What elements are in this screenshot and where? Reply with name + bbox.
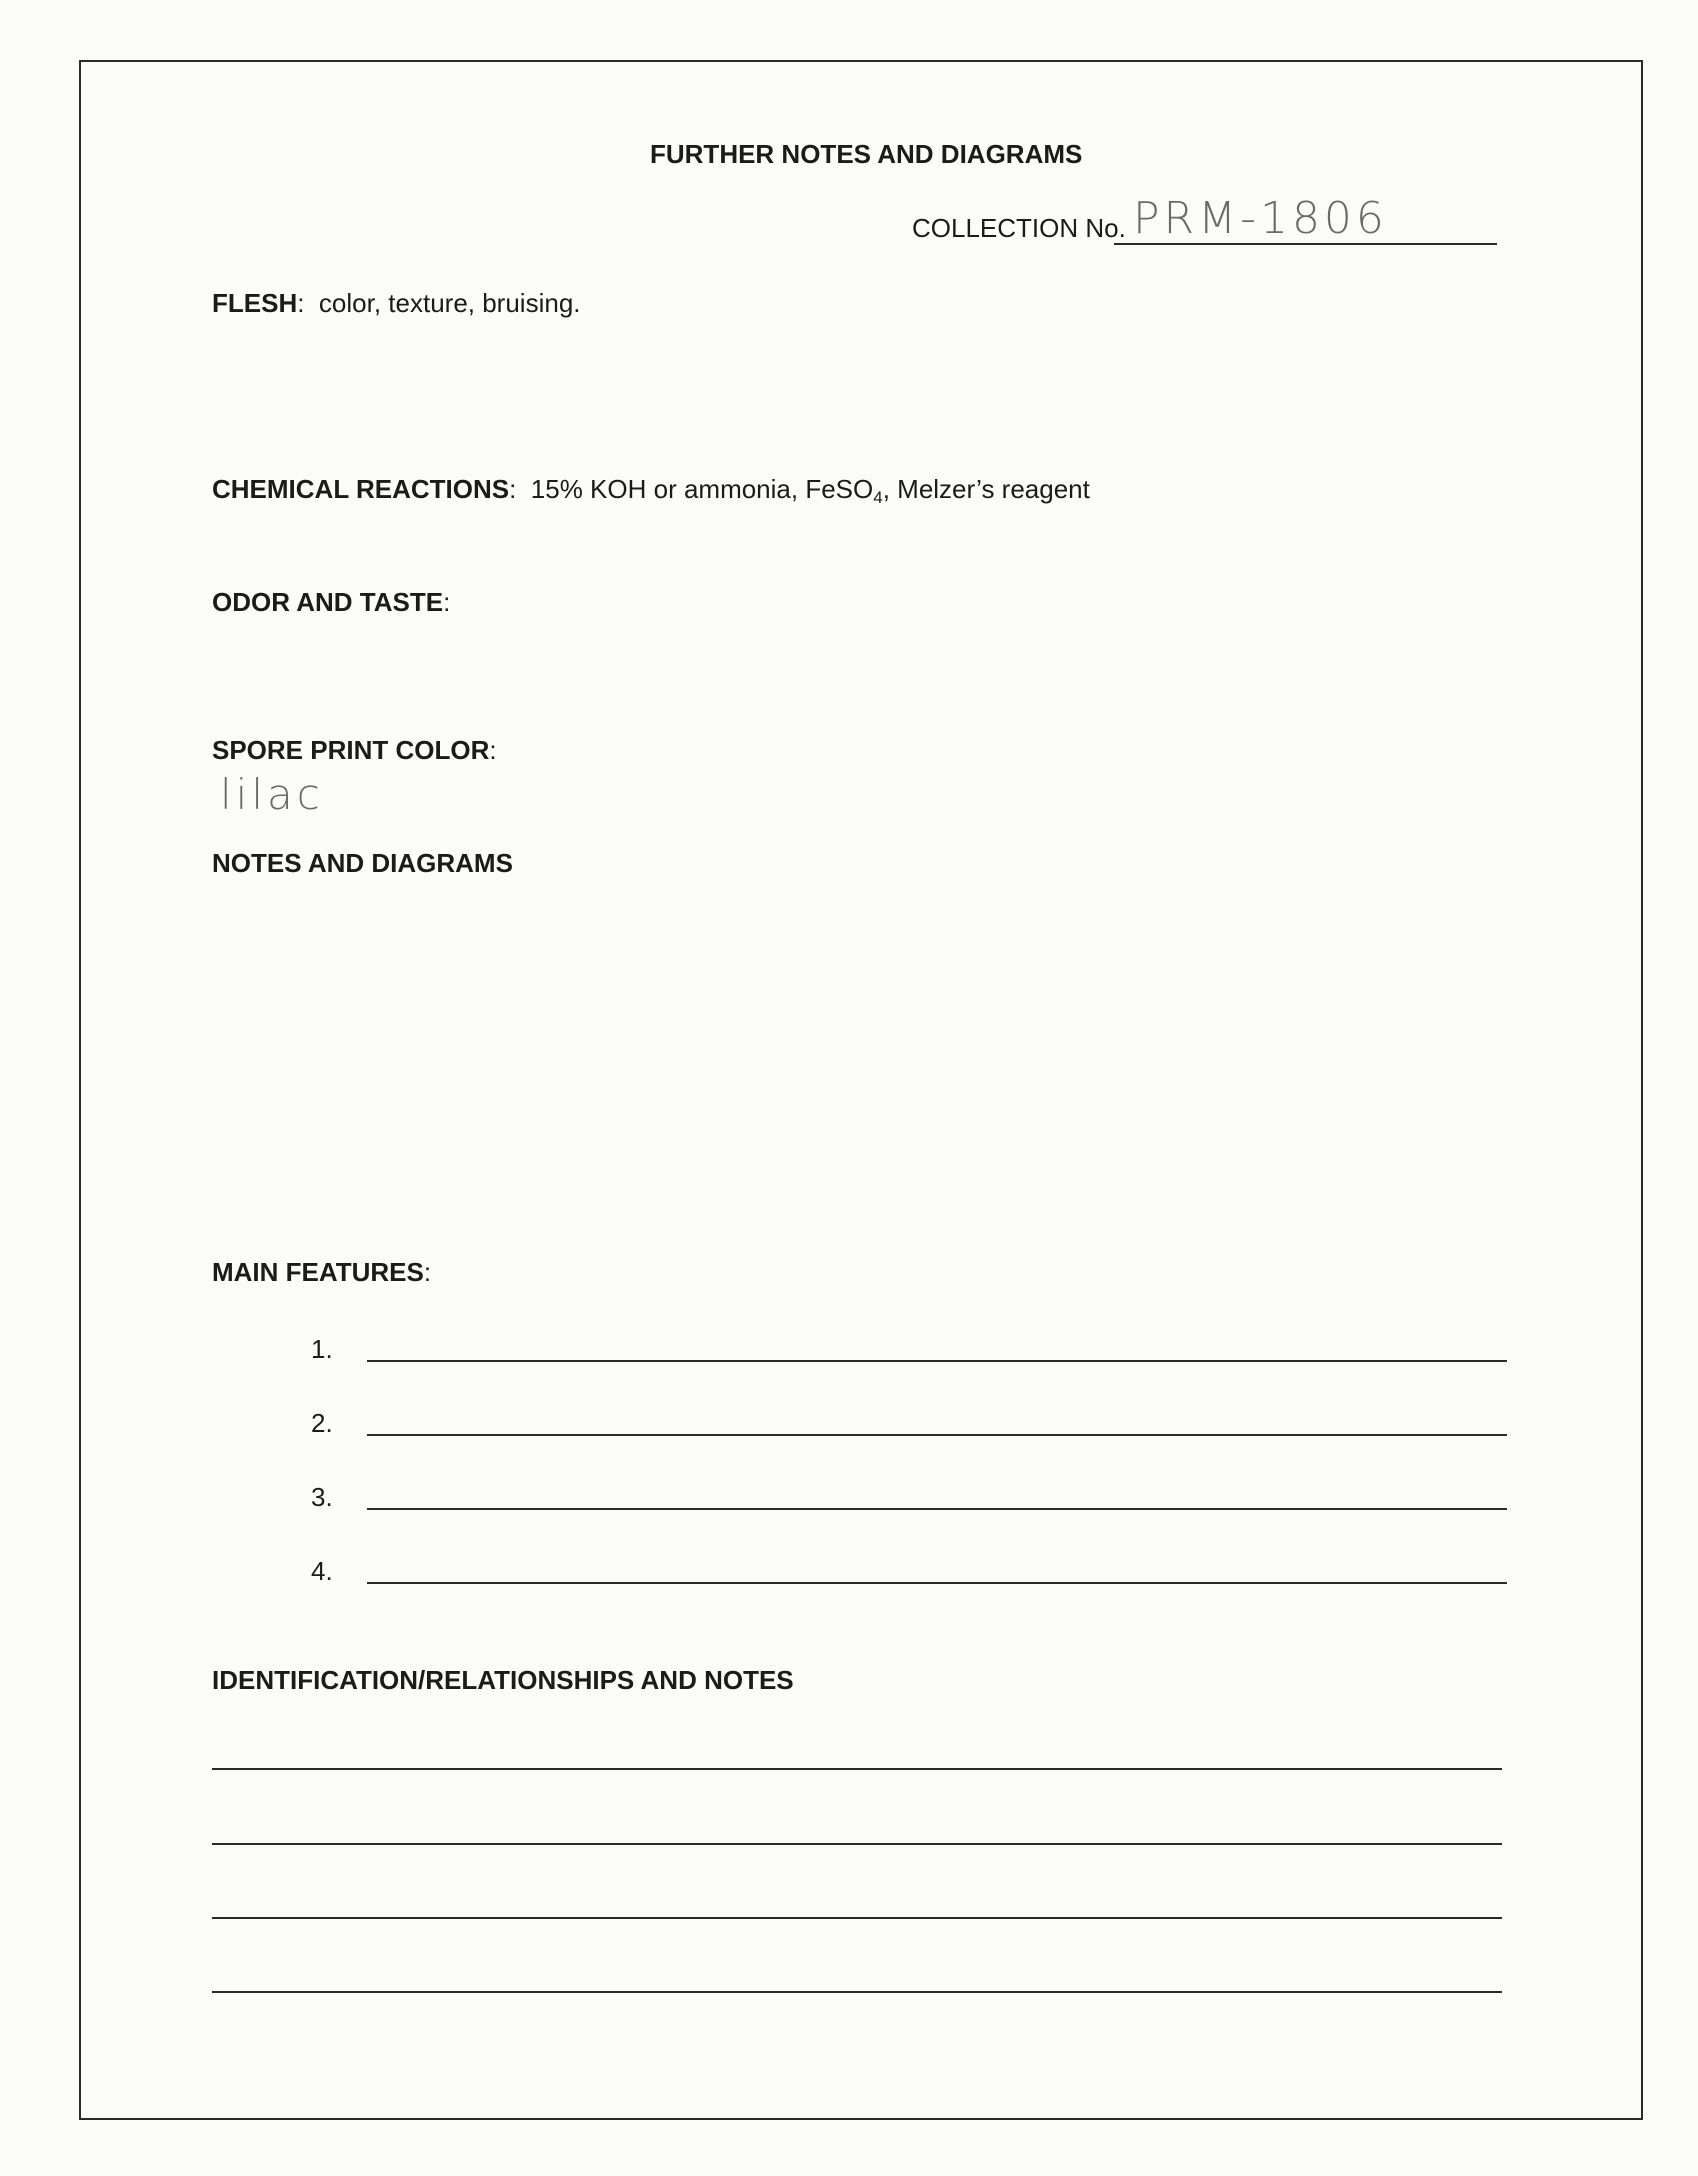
identification-label: IDENTIFICATION/RELATIONSHIPS AND NOTES [212,1665,794,1695]
chemical-reactions-label: CHEMICAL REACTIONS [212,474,510,504]
main-features-label: MAIN FEATURES [212,1257,424,1287]
identification-line-2[interactable] [212,1843,1502,1845]
chemical-hint-subscript: 4 [873,488,883,507]
feature-line-4[interactable] [367,1582,1507,1584]
flesh-hint: color, texture, bruising. [318,288,581,318]
chemical-reactions-colon: : [509,474,517,504]
feature-line-3[interactable] [367,1508,1507,1510]
collection-number-label: COLLECTION No. [912,213,1126,243]
chemical-hint-text-end: , Melzer’s reagent [882,474,1090,504]
feature-number-1: 1. [311,1334,333,1364]
collection-number-handwritten: PRM-1806 [1133,193,1388,244]
main-features-colon: : [423,1257,432,1287]
odor-taste-row [212,587,450,617]
odor-taste-label: ODOR AND TASTE [212,587,444,617]
spore-print-label: SPORE PRINT COLOR [212,735,490,765]
spore-print-row [212,735,497,765]
feature-number-4: 4. [311,1556,333,1586]
chemical-hint-text: 15% KOH or ammonia, FeSO [530,474,874,504]
feature-number-2: 2. [311,1408,333,1438]
identification-line-1[interactable] [212,1768,1502,1770]
flesh-row [212,288,581,318]
feature-number-3: 3. [311,1482,333,1512]
feature-line-1[interactable] [367,1360,1507,1362]
form-border [79,60,1643,2120]
form-title: FURTHER NOTES AND DIAGRAMS [650,139,1083,169]
spore-print-colon: : [489,735,497,765]
odor-taste-colon: : [443,587,451,617]
flesh-colon: : [297,288,305,318]
feature-line-2[interactable] [367,1434,1507,1436]
identification-line-3[interactable] [212,1917,1502,1919]
main-features-row [212,1257,431,1287]
flesh-label: FLESH [212,288,298,318]
chemical-reactions-row [212,474,1090,507]
identification-line-4[interactable] [212,1991,1502,1993]
notes-diagrams-label: NOTES AND DIAGRAMS [212,848,513,878]
chemical-reactions-hint [530,474,1090,507]
spore-print-handwritten: lilac [220,770,324,819]
